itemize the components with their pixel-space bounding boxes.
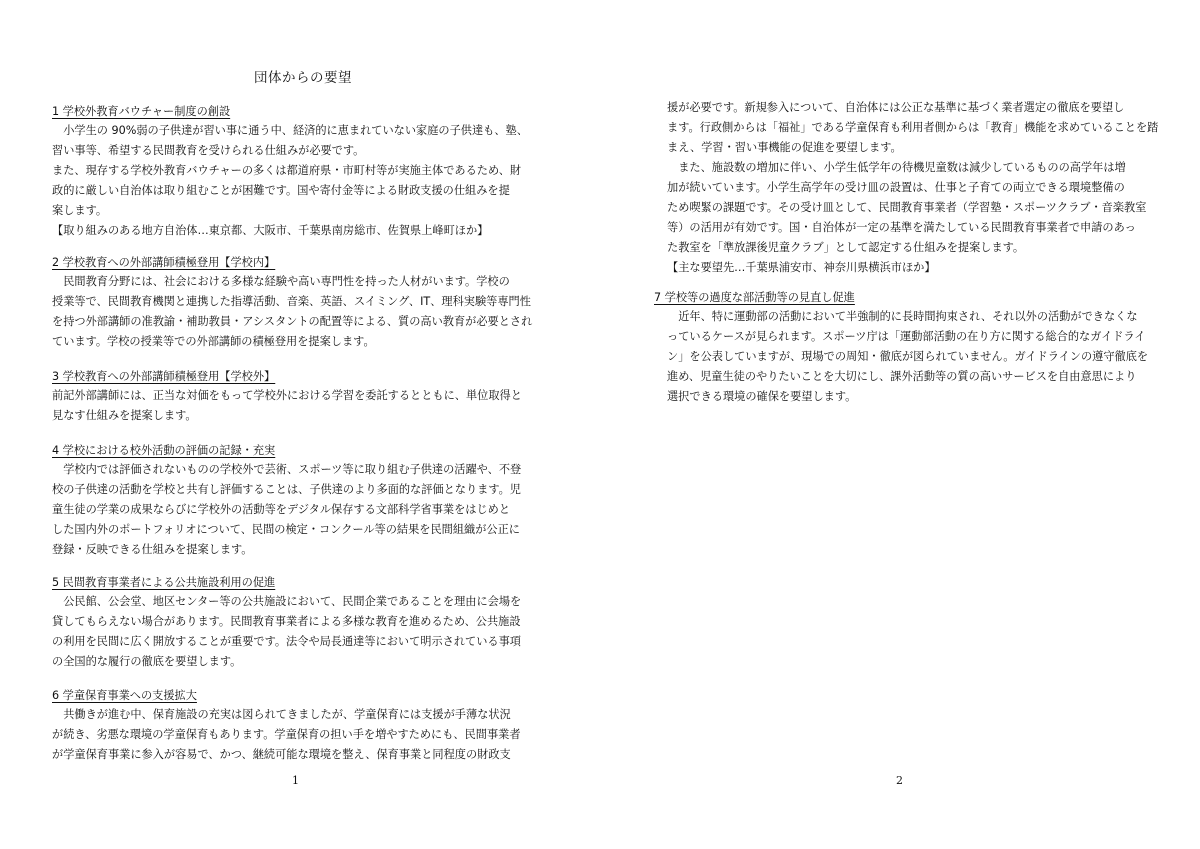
section-heading: 4 学校における校外活動の評価の記録・充実 [52, 444, 276, 457]
section-heading: 2 学校教育への外部講師積極登用【学校内】 [52, 256, 276, 269]
paragraph-line: 童生徒の学業の成果ならびに学校外の活動等をデジタル保存する文部科学省事業をはじめと [52, 503, 511, 516]
section-heading: 7 学校等の過度な部活動等の見直し促進 [654, 291, 855, 304]
section-2 [52, 253, 532, 352]
paragraph-line: 案します。 [52, 204, 108, 217]
section-heading: 6 学童保育事業への支援拡大 [52, 689, 197, 702]
paragraph-line: ン」を公表していますが、現場での周知・徹底が図られていません。ガイドラインの遵守徹底を [667, 350, 1149, 363]
paragraph-line: っているケースが見られます。スポーツ庁は「運動部活動の在り方に関する総合的なガイドライ [667, 330, 1146, 343]
paragraph-line: 校の子供達の活動を学校と共有し評価することは、子供達のより多面的な評価となります。児 [52, 483, 521, 496]
paragraph-line: 前記外部講師には、正当な対価をもって学校外における学習を委託するとともに、単位取得と [52, 389, 522, 402]
paragraph-line: 加が続いています。小学生高学年の受け皿の設置は、仕事と子育ての両立できる環境整備の [667, 181, 1125, 194]
paragraph-line: 選択できる環境の確保を要望します。 [667, 390, 857, 403]
paragraph-line: 習い事等、希望する民間教育を受けられる仕組みが必要です。 [52, 144, 365, 157]
paragraph-line: ています。学校の授業等での外部講師の積極登用を提案します。 [52, 335, 375, 348]
paragraph-line: まえ、学習・習い事機能の促進を要望します。 [667, 141, 902, 154]
paragraph-line: 援が必要です。新規参入について、自治体には公正な基準に基づく業者選定の徹底を要望し [667, 101, 1125, 114]
paragraph-line: した国内外のポートフォリオについて、民間の検定・コンクール等の結果を民間組織が公正に [52, 523, 520, 536]
paragraph-line: 貸してもらえない場合があります。民間教育事業者による多様な教育を進めるため、公共施設 [52, 615, 521, 628]
section-1 [52, 102, 528, 241]
paragraph-line: を持つ外部講師の准教諭・補助教員・アシスタントの配置等による、質の高い教育が必要とされ [52, 315, 533, 328]
paragraph-line: の利用を民間に広く開放することが重要です。法令や局長通達等において明示されている事項 [52, 635, 521, 648]
paragraph-line: の全国的な履行の徹底を要望します。 [52, 655, 242, 668]
paragraph-line: 授業等で、民間教育機関と連携した指導活動、音楽、英語、スイミング、IT、理科実験等専門性 [52, 295, 531, 308]
section-5 [52, 573, 521, 672]
page-2 [600, 0, 1200, 849]
document-title: 団体からの要望 [254, 70, 352, 86]
page-number: 1 [292, 774, 299, 787]
paragraph-line: 【取り組みのある地方自治体…東京都、大阪市、千葉県南房総市、佐賀県上峰町ほか】 [52, 224, 489, 237]
section-heading: 5 民間教育事業者による公共施設利用の促進 [52, 576, 276, 589]
section-6-continued [667, 98, 1158, 278]
paragraph-line: 民間教育分野には、社会における多様な経験や高い専門性を持った人材がいます。学校の [52, 275, 510, 288]
paragraph-line: 小学生の 90%弱の子供達が習い事に通う中、経済的に恵まれていない家庭の子供達も、塾、 [52, 124, 528, 137]
paragraph-line: が続き、劣悪な環境の学童保育もあります。学童保育の担い手を増やすためにも、民間事業者 [52, 728, 521, 741]
paragraph-line: 学校内では評価されないものの学校外で芸術、スポーツ等に取り組む子供達の活躍や、不登 [52, 463, 522, 476]
paragraph-line: 近年、特に運動部の活動において半強制的に長時間拘束され、それ以外の活動ができなくな [667, 310, 1138, 323]
paragraph-line: 政的に厳しい自治体は取り組むことが困難です。国や寄付金等による財政支援の仕組みを提 [52, 184, 510, 197]
paragraph-line: 登録・反映できる仕組みを提案します。 [52, 543, 253, 556]
paragraph-line: ため喫緊の課題です。その受け皿として、民間教育事業者（学習塾・スポーツクラブ・音楽教室 [667, 201, 1147, 214]
paragraph-line: 等）の活用が有効です。国・自治体が一定の基準を満たしている民間教育事業者で申請のあっ [667, 221, 1136, 234]
paragraph-line: た教室を「準放課後児童クラブ」として認定する仕組みを提案します。 [667, 241, 1025, 254]
paragraph-line: 見なす仕組みを提案します。 [52, 409, 197, 422]
section-heading: 3 学校教育への外部講師積極登用【学校外】 [52, 370, 276, 383]
paragraph-line: 共働きが進む中、保育施設の充実は図られてきましたが、学童保育には支援が手薄な状況 [52, 708, 511, 721]
paragraph-line: 進め、児童生徒のやりたいことを大切にし、課外活動等の質の高いサービスを自由意思により [667, 370, 1137, 383]
paragraph-line: また、現存する学校外教育バウチャーの多くは都道府県・市町村等が実施主体であるため、財 [52, 164, 522, 177]
paragraph-line: 公民館、公会堂、地区センター等の公共施設において、民間企業であることを理由に会場を [52, 595, 522, 608]
paragraph-line: 【主な要望先…千葉県浦安市、神奈川県横浜市ほか】 [667, 261, 936, 274]
section-3 [52, 367, 522, 426]
paragraph-line: ます。行政側からは「福祉」である学童保育も利用者側からは「教育」機能を求めていることを踏 [667, 121, 1159, 134]
section-6 [52, 686, 521, 765]
paragraph-line: が学童保育事業に参入が容易で、かつ、継続可能な環境を整え、保育事業と同程度の財政支 [52, 748, 511, 761]
section-heading: 1 学校外教育バウチャー制度の創設 [52, 105, 231, 118]
page-number: 2 [896, 774, 903, 787]
paragraph-line: また、施設数の増加に伴い、小学生低学年の待機児童数は減少しているものの高学年は増 [667, 161, 1126, 174]
section-7 [654, 288, 1148, 407]
section-4 [52, 441, 521, 560]
